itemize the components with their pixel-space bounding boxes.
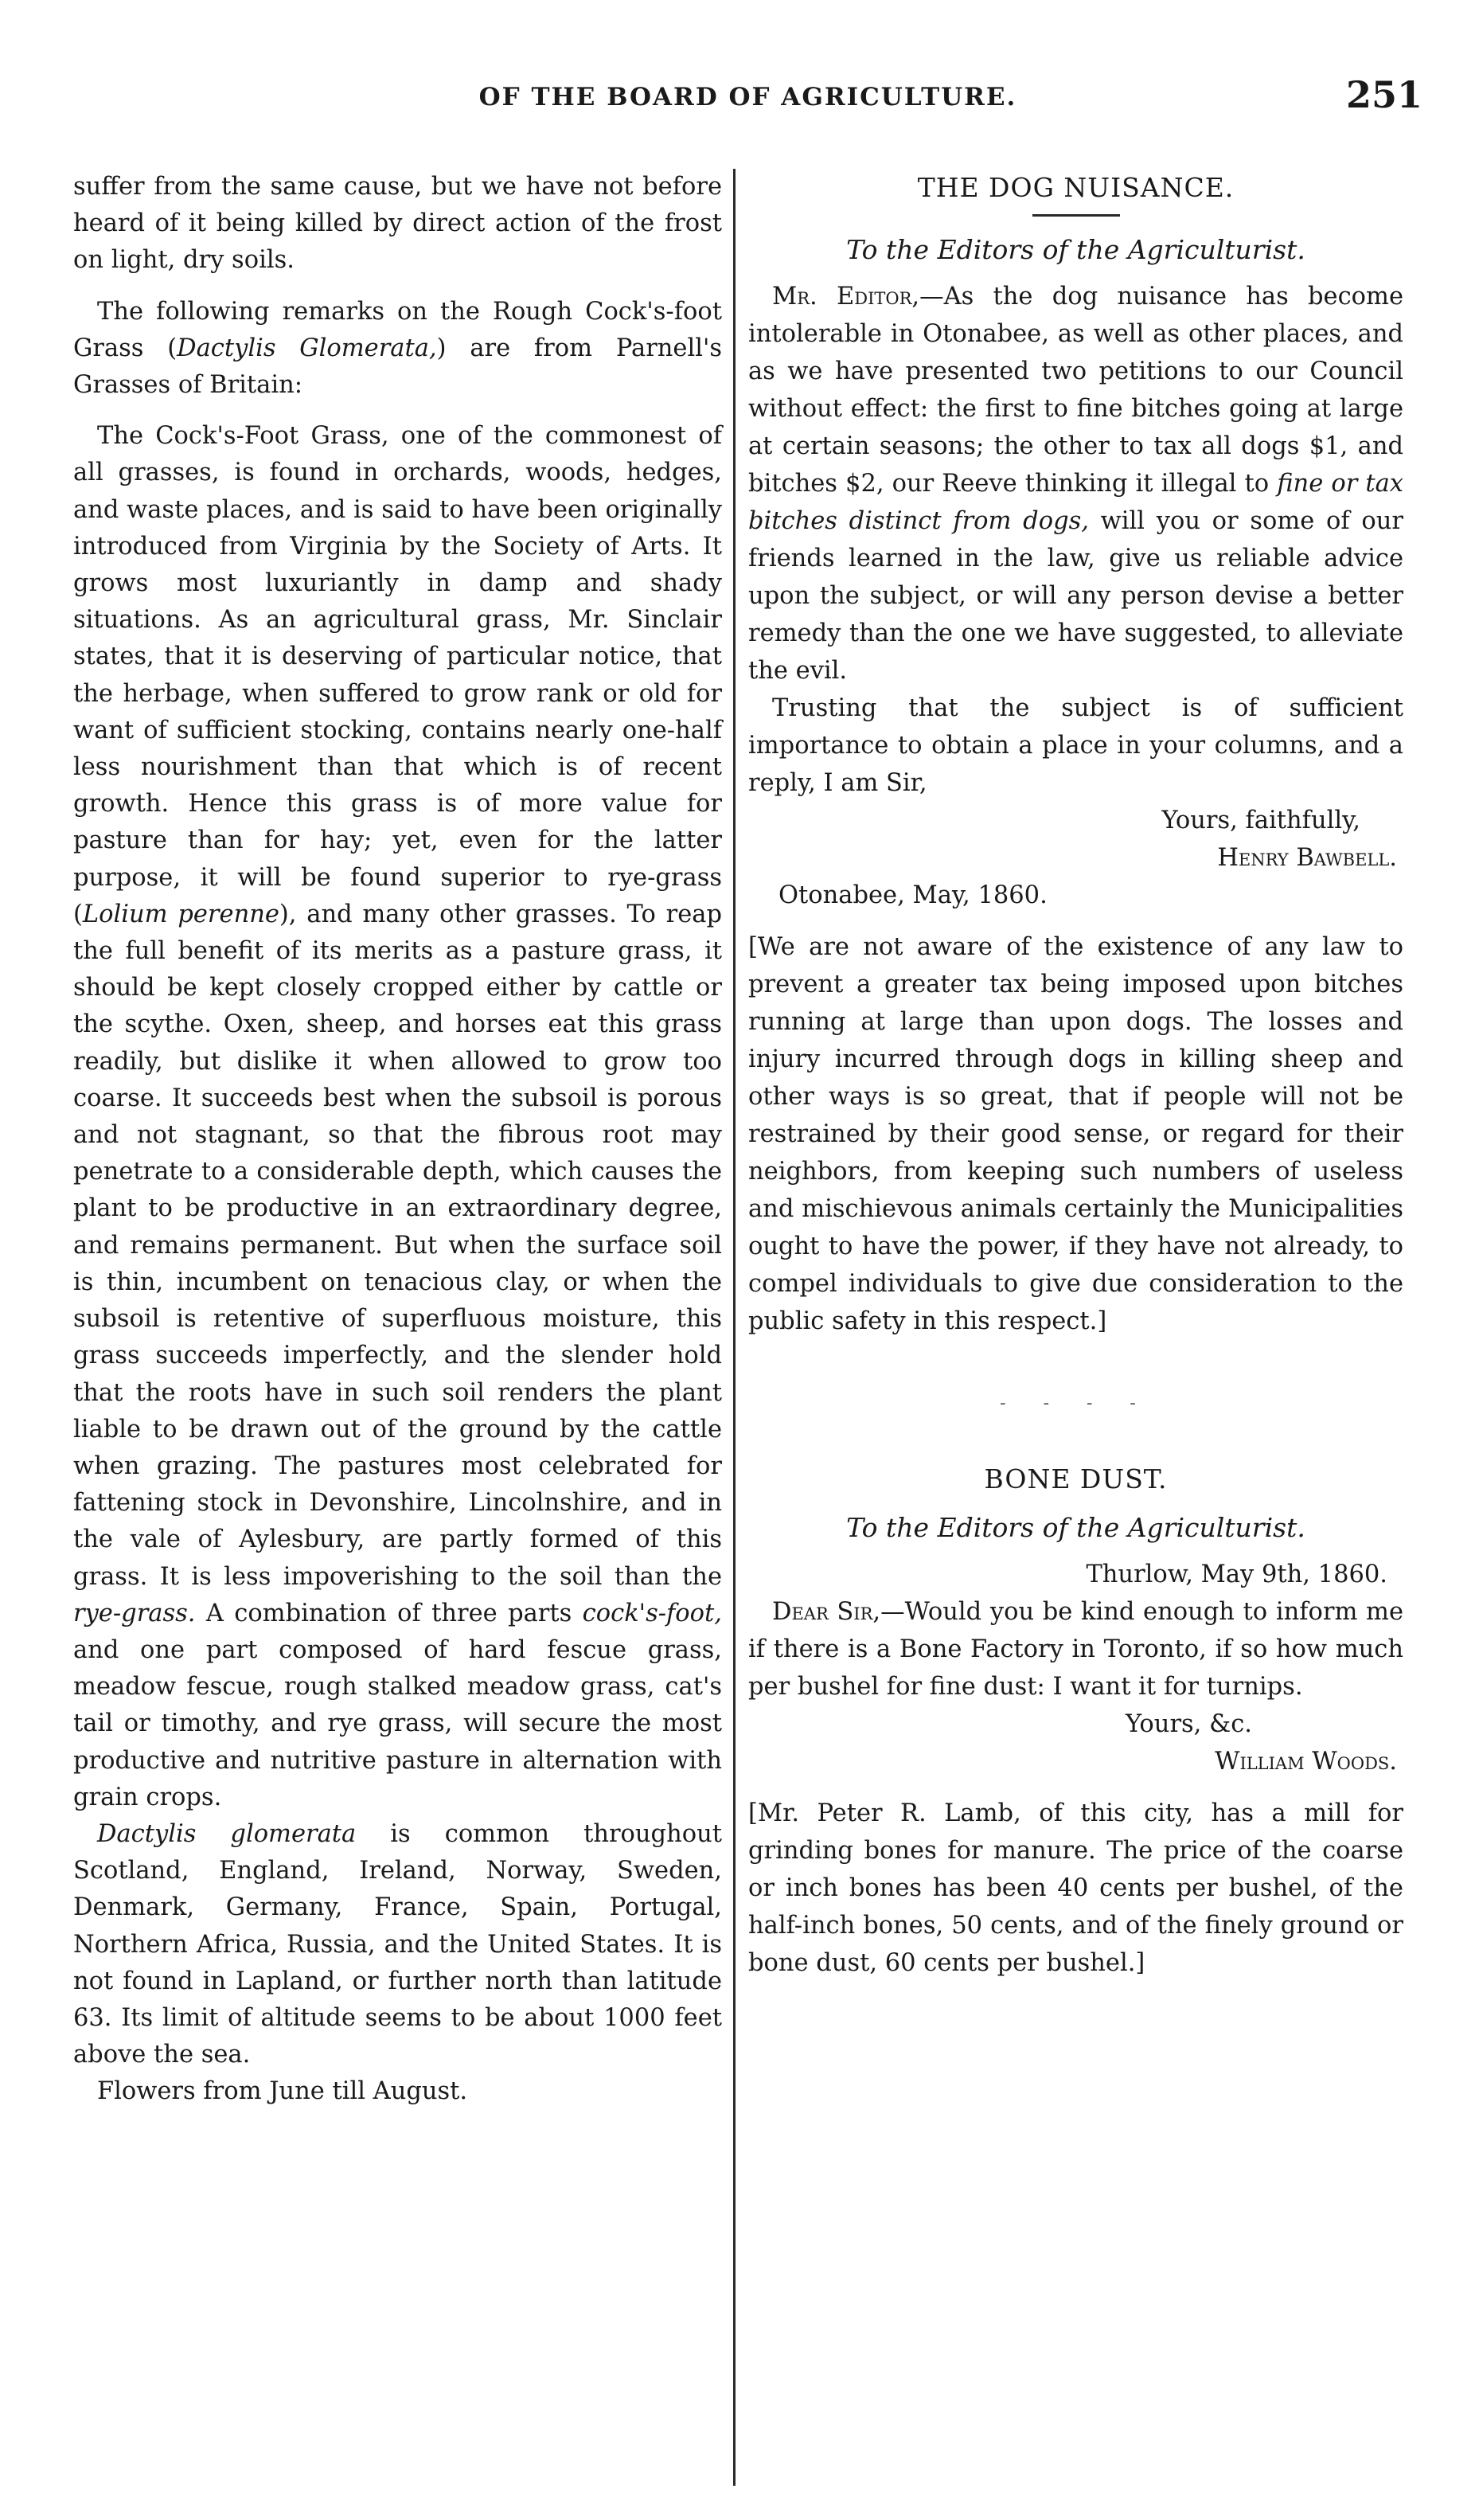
text-run: A combination of three parts — [195, 1599, 583, 1627]
italic-run: Lolium perenne — [82, 900, 279, 928]
article-subheading: To the Editors of the Agriculturist. — [846, 234, 1305, 265]
intro-paragraph — [73, 294, 722, 404]
right-column — [748, 169, 1403, 1982]
text-run: —As the dog nuisance has become intolerable in Otonabee, as well as other places, and as we have presented two petitions to our Council without effect: the first to fine bitches going at large at certain seasons; the other to tax all dogs $1, and bitches $2, our Reeve thinking it illegal to — [748, 283, 1403, 498]
left-column — [73, 169, 722, 2111]
salutation: Dear Sir, — [772, 1598, 881, 1626]
letter-paragraph — [748, 278, 1403, 690]
article-subheading: To the Editors of the Agriculturist. — [846, 1512, 1305, 1543]
letter-place-date: Otonabee, May, 1860. — [778, 881, 1048, 909]
letter-signature: Henry Bawbell. — [1217, 844, 1397, 872]
text-run: —Would you be kind enough to inform me if there is a Bone Factory in Toronto, if so how much per bushel for fine dust: I want it for turnips. — [748, 1598, 1404, 1701]
article-heading-bone-dust: BONE DUST. — [984, 1463, 1168, 1494]
heading-rule — [1032, 214, 1120, 217]
continued-paragraph: suffer from the same cause, but we have not before heard of it being killed by direct action of the frost on light, dry soils. — [73, 173, 722, 275]
distribution-paragraph — [73, 1816, 722, 2073]
column-rule — [733, 169, 736, 2486]
text-run: ), and many other grasses. To reap the full benefit of its merits as a pasture grass, it should be kept closely cropped either by cattle or the scythe. Oxen, sheep, and horses eat this grass readily, but dislike it when allowed to grow too coarse. It succeeds best when the subsoil is porous and not stagnant, so that the fibrous root may penetrate to a considerable depth, which causes the plant to be productive in an extraordinary degree, and remains permanent. But when the surface soil is thin, incumbent on tenacious clay, or when the subsoil is retentive of superfluous moisture, this grass succeeds imperfectly, and the slender hold that the roots have in such soil renders the plant liable to be drawn out of the ground by the cattle when grazing. The pastures most celebrated for fattening stock in Devonshire, Lincolnshire, and in the vale of Aylesbury, are partly formed of this grass. It is less impoverishing to the soil than the — [73, 900, 722, 1591]
letter-closing: Yours, &c. — [1125, 1710, 1252, 1738]
text-run: is common throughout Scotland, England, Ireland, Norway, Sweden, Denmark, Germany, France, Spain, Portugal, Northern Africa, Russia, and the United States. It is not found in Lapland, or further north than latitude 63. Its limit of altitude seems to be about 1000 feet above the sea. — [73, 1819, 722, 2069]
article-heading-dog-nuisance: THE DOG NUISANCE. — [917, 172, 1235, 203]
flowering-paragraph: Flowers from June till August. — [97, 2077, 468, 2106]
quoted-paragraph — [73, 418, 722, 1816]
page-number: 251 — [1345, 73, 1422, 116]
text-run: The following remarks on the Rough Cock's-foot Grass ( — [73, 297, 722, 362]
page-header — [73, 73, 1422, 129]
letter-closing: Yours, faithfully, — [1161, 807, 1360, 834]
salutation: Mr. Editor, — [772, 283, 920, 311]
italic-run: fine or tax bitches distinct from dogs, — [748, 470, 1403, 535]
text-run: will you or some of our friends learned in the law, give us reliable advice upon the subject, or will any person devise a better remedy than the one we have suggested, to alleviate the evil. — [748, 507, 1403, 685]
section-divider: - - - - — [1000, 1393, 1152, 1413]
text-run: and one part composed of hard fescue grass, meadow fescue, rough stalked meadow grass, cat's tail or timothy, and rye grass, will secure the most productive and nutritive pasture in alternation with grain crops. — [73, 1635, 722, 1811]
letter-paragraph: Trusting that the subject is of sufficient importance to obtain a place in your columns, and a reply, I am Sir, — [748, 694, 1403, 797]
italic-run: Dactylis glomerata — [97, 1819, 357, 1848]
running-title: OF THE BOARD OF AGRICULTURE. — [478, 83, 1017, 111]
letter-dateline: Thurlow, May 9th, 1860. — [1086, 1561, 1387, 1588]
text-run: The Cock's-Foot Grass, one of the commonest of all grasses, is found in orchards, woods, hedges, and waste places, and is said to have been originally introduced from Virginia by the Society of Arts. It grows most luxuriantly in damp and shady situations. As an agricultural grass, Mr. Sinclair states, that it is deserving of particular notice, that the herbage, when suffered to grow rank or old for want of sufficient stocking, contains nearly one-half less nourishment than that which is of recent growth. Hence this grass is of more value for pasture than for hay; yet, even for the latter purpose, it will be found superior to rye-grass ( — [73, 422, 722, 928]
italic-run: cock's-foot, — [582, 1599, 722, 1627]
italic-run: rye-grass. — [73, 1599, 196, 1627]
letter-paragraph — [748, 1593, 1403, 1705]
editor-reply: [Mr. Peter R. Lamb, of this city, has a mill for grinding bones for manure. The price of the coarse or inch bones has been 40 cents per bushel, of the half-inch bones, 50 cents, and of the finely ground or bone dust, 60 cents per bushel.] — [748, 1799, 1403, 1977]
letter-signature: William Woods. — [1215, 1748, 1397, 1776]
italic-run: Dactylis Glomerata, — [177, 334, 437, 362]
editor-reply: [We are not aware of the existence of any law to prevent a greater tax being imposed upon bitches running at large than upon dogs. The losses and injury incurred through dogs in killing sheep and other ways is so great, that if people will not be restrained by their good sense, or regard for their neighbors, from keeping such numbers of useless and mischievous animals certainly the Municipalities ought to have the power, if they have not already, to compel individuals to give due consideration to the public safety in this respect.] — [748, 933, 1403, 1335]
text-run: ) are from Parnell's Grasses of Britain: — [73, 334, 723, 400]
